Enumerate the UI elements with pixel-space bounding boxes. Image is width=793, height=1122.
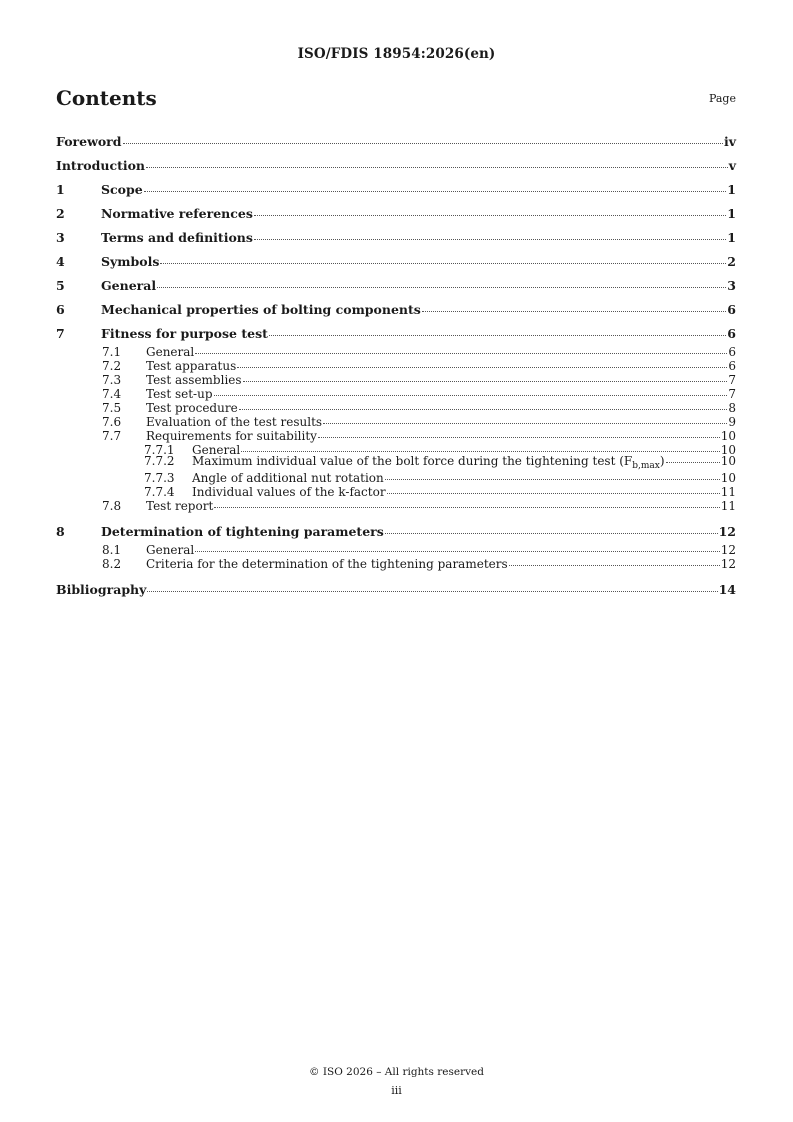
toc-entry[interactable] — [56, 153, 736, 177]
toc-entry-title: Requirements for suitability — [146, 429, 317, 443]
toc-dot-leader — [237, 367, 727, 368]
toc-dot-leader — [160, 263, 726, 264]
toc-entry-title: Test apparatus — [146, 359, 237, 373]
toc-entry-title: General — [101, 278, 157, 293]
toc-entry-title: Individual values of the k-factor — [192, 485, 386, 499]
copyright-notice: © ISO 2026 – All rights reserved — [309, 1066, 484, 1078]
toc-entry-title: General — [146, 543, 195, 557]
toc-entry-title: Evaluation of the test results — [146, 415, 323, 429]
toc-entry-number: 8.2 — [102, 557, 122, 571]
toc-entry[interactable] — [56, 321, 736, 345]
toc-entry-number: 7.7.2 — [144, 454, 175, 468]
toc-dot-leader — [323, 423, 727, 424]
toc-entry[interactable] — [56, 273, 736, 297]
toc-dot-leader — [387, 493, 720, 494]
toc-entry[interactable] — [56, 415, 736, 429]
toc-entry-number: 2 — [56, 206, 65, 221]
toc-entry-title: Angle of additional nut rotation — [192, 471, 384, 485]
toc-entry-page: 12 — [720, 543, 736, 557]
toc-entry[interactable] — [56, 499, 736, 513]
toc-dot-leader — [241, 451, 719, 452]
toc-entry[interactable] — [56, 201, 736, 225]
toc-entry-subscript: b,max — [632, 461, 660, 471]
toc-entry-title: Test report — [146, 499, 214, 513]
toc-entry-page: 6 — [727, 302, 736, 317]
toc-entry-page: 11 — [720, 485, 736, 499]
toc-entry-number: 3 — [56, 230, 65, 245]
toc-entry-page: 12 — [720, 557, 736, 571]
toc-entry-page: 8 — [728, 401, 736, 415]
toc-entry-number: 7.7.3 — [144, 471, 175, 485]
toc-entry[interactable] — [56, 129, 736, 153]
toc-entry[interactable] — [56, 225, 736, 249]
toc-dot-leader — [214, 507, 719, 508]
toc-entry-page: 9 — [728, 415, 736, 429]
toc-entry-number: 7.6 — [102, 415, 122, 429]
toc-dot-leader — [385, 533, 718, 534]
toc-entry-number: 7 — [56, 326, 65, 341]
toc-entry-number: 7.7.1 — [144, 443, 175, 457]
toc-entry[interactable] — [56, 543, 736, 557]
table-of-contents — [56, 129, 736, 601]
toc-entry[interactable] — [56, 359, 736, 373]
toc-entry-page: 12 — [718, 524, 736, 539]
toc-entry-number: 5 — [56, 278, 65, 293]
toc-entry-title: Scope — [101, 182, 143, 197]
toc-entry[interactable] — [56, 557, 736, 571]
toc-entry[interactable] — [56, 454, 736, 471]
toc-entry-number: 7.4 — [102, 387, 122, 401]
toc-entry-page: 10 — [720, 443, 736, 457]
toc-entry-number: 7.3 — [102, 373, 122, 387]
toc-entry-number: 7.7 — [102, 429, 122, 443]
toc-entry-title: Determination of tightening parameters — [101, 524, 384, 539]
toc-dot-leader — [147, 591, 717, 592]
toc-entry-number: 8.1 — [102, 543, 122, 557]
toc-entry-number: 1 — [56, 182, 65, 197]
toc-entry[interactable] — [56, 373, 736, 387]
toc-entry-page: 1 — [727, 182, 736, 197]
toc-entry-page: v — [728, 158, 736, 173]
toc-dot-leader — [214, 395, 728, 396]
toc-entry-title: Normative references — [101, 206, 253, 221]
toc-entry-page: 10 — [720, 454, 736, 468]
toc-dot-leader — [269, 335, 726, 336]
toc-entry-title: General — [146, 345, 195, 359]
toc-dot-leader — [385, 479, 720, 480]
toc-entry-number: 8 — [56, 524, 65, 539]
toc-entry-number: 6 — [56, 302, 65, 317]
toc-entry-title: Test assemblies — [146, 373, 242, 387]
toc-entry-title: Fitness for purpose test — [101, 326, 268, 341]
toc-entry-page: 3 — [727, 278, 736, 293]
toc-dot-leader — [666, 462, 720, 463]
toc-entry-page: 10 — [720, 471, 736, 485]
toc-entry[interactable] — [56, 519, 736, 543]
toc-entry-number: 7.2 — [102, 359, 122, 373]
toc-entry-number: 7.1 — [102, 345, 122, 359]
toc-entry[interactable] — [56, 297, 736, 321]
toc-entry[interactable] — [56, 401, 736, 415]
toc-entry-title: Mechanical properties of bolting components — [101, 302, 421, 317]
toc-dot-leader — [254, 239, 726, 240]
toc-dot-leader — [243, 381, 728, 382]
toc-entry-page: 1 — [727, 230, 736, 245]
toc-entry-number: 7.5 — [102, 401, 122, 415]
toc-entry-page: 7 — [728, 387, 736, 401]
toc-dot-leader — [146, 167, 728, 168]
toc-entry-page: 14 — [718, 582, 736, 597]
document-id-header: ISO/FDIS 18954:2026(en) — [297, 46, 496, 62]
toc-entry[interactable] — [56, 471, 736, 485]
toc-dot-leader — [195, 551, 719, 552]
toc-dot-leader — [254, 215, 726, 216]
toc-entry[interactable] — [56, 249, 736, 273]
toc-entry-number: 7.8 — [102, 499, 122, 513]
toc-entry-title: Test set-up — [146, 387, 213, 401]
toc-dot-leader — [509, 565, 720, 566]
toc-entry-title: Maximum individual value of the bolt force during the tightening test $(F_{b,max})$ — [192, 454, 665, 471]
toc-dot-leader — [318, 437, 720, 438]
toc-entry-page: iv — [723, 134, 736, 149]
toc-entry-title: Criteria for the determination of the tightening parameters — [146, 557, 508, 571]
toc-entry-page: 10 — [720, 429, 736, 443]
toc-entry-page: 11 — [720, 499, 736, 513]
toc-entry-number: 7.7.4 — [144, 485, 175, 499]
toc-entry-title: Bibliography — [56, 582, 147, 597]
toc-entry[interactable] — [56, 345, 736, 359]
toc-dot-leader — [195, 353, 727, 354]
toc-entry-page: 6 — [728, 345, 736, 359]
toc-entry-page: 6 — [728, 359, 736, 373]
toc-entry-title: Introduction — [56, 158, 146, 173]
toc-dot-leader — [144, 191, 727, 192]
toc-entry[interactable] — [56, 429, 736, 443]
toc-entry-page: 7 — [728, 373, 736, 387]
toc-entry-page: 6 — [727, 326, 736, 341]
toc-entry-title: Terms and definitions — [101, 230, 253, 245]
toc-entry-page: 2 — [727, 254, 736, 269]
toc-dot-leader — [422, 311, 726, 312]
toc-entry[interactable] — [56, 387, 736, 401]
toc-entry-title: Foreword — [56, 134, 122, 149]
page-column-label: Page — [708, 92, 736, 105]
toc-entry-page: 1 — [727, 206, 736, 221]
toc-entry[interactable] — [56, 177, 736, 201]
contents-title: Contents — [56, 86, 157, 110]
toc-entry[interactable] — [56, 577, 736, 601]
toc-entry[interactable] — [56, 485, 736, 499]
page-number: iii — [391, 1084, 402, 1097]
toc-dot-leader — [123, 143, 723, 144]
toc-entry-title: Symbols — [101, 254, 160, 269]
toc-entry-title: Test procedure — [146, 401, 238, 415]
toc-dot-leader — [157, 287, 726, 288]
toc-entry-number: 4 — [56, 254, 65, 269]
toc-dot-leader — [239, 409, 728, 410]
toc-entry-title: General — [192, 443, 241, 457]
